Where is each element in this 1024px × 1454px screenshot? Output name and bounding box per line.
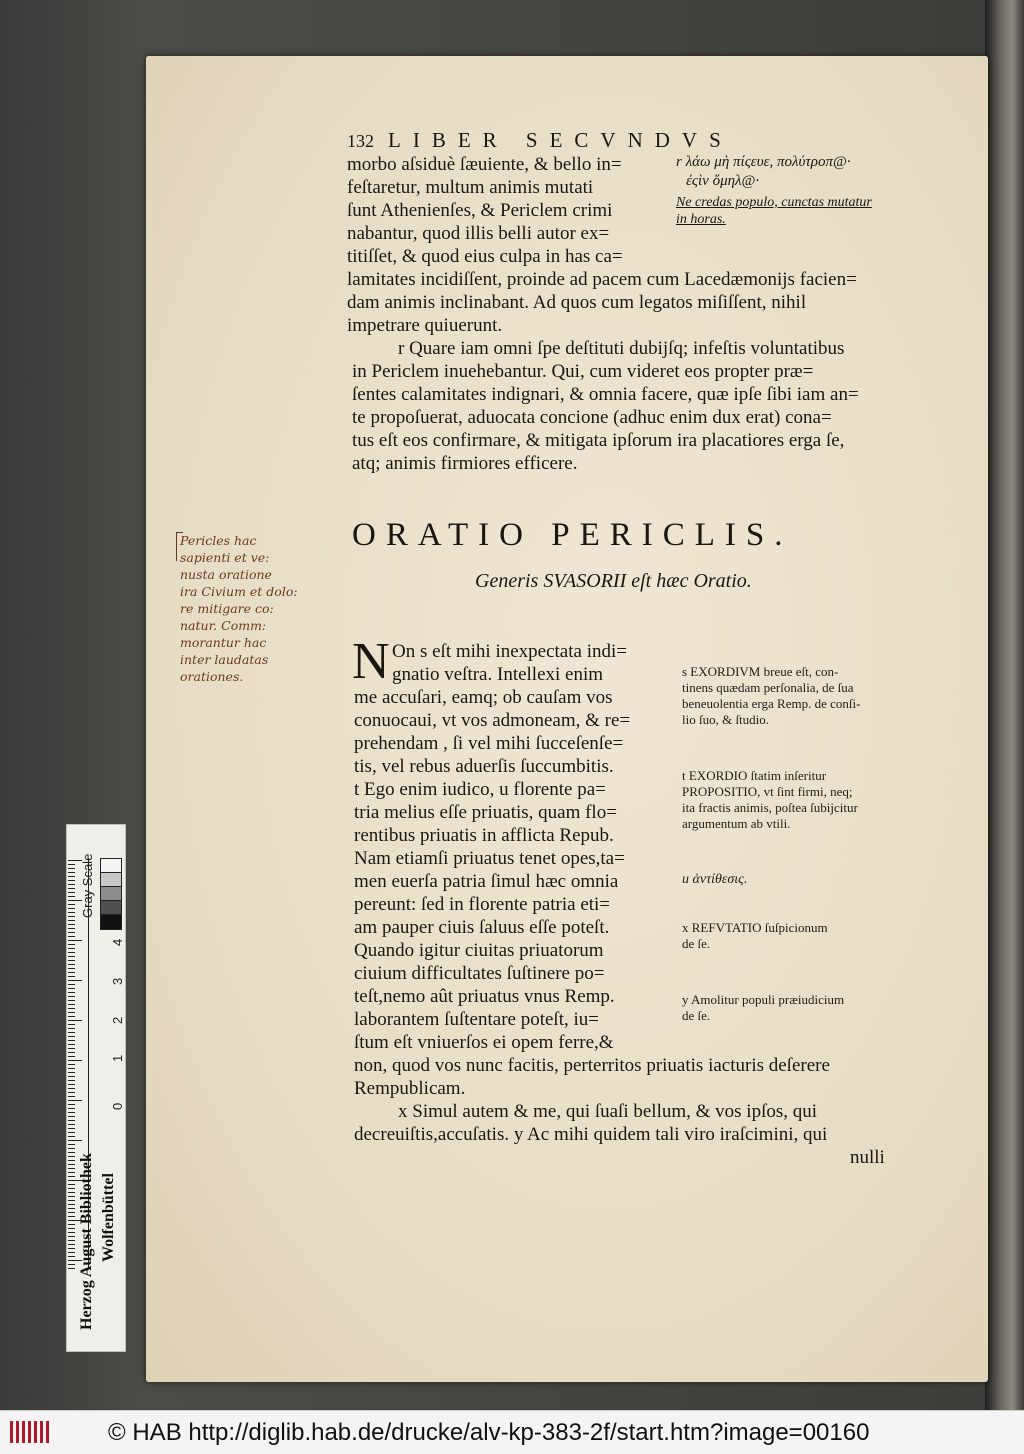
marginal-note-s	[682, 664, 860, 728]
ruler-tick	[68, 1064, 75, 1065]
handwritten-line: inter laudatas	[180, 652, 269, 667]
ruler-tick	[68, 1024, 75, 1025]
text-line: Nam etiamſi priuatus tenet opes,ta=	[354, 848, 625, 869]
latin-quotation	[676, 194, 872, 228]
greek-line: ἐςὶν ὅμηλ@·	[686, 173, 760, 189]
text-line: rentibus priuatis in afflicta Repub.	[354, 825, 614, 846]
text-line: teſt,nemo aût priuatus vnus Remp.	[354, 986, 615, 1007]
handwritten-line: orationes.	[180, 669, 244, 684]
text-line: t Ego enim iudico, u florente pa=	[354, 779, 606, 800]
running-title: LIBER SECVNDVS	[388, 128, 733, 152]
text-line: morbo aſsiduè ſæuiente, & bello in=	[347, 154, 622, 175]
ruler-tick	[68, 1240, 75, 1241]
text-line: titiſſet, & quod eius culpa in has ca=	[347, 246, 623, 267]
ruler-tick	[68, 1204, 75, 1205]
ruler-tick	[68, 1168, 75, 1169]
ruler-tick	[68, 1132, 75, 1133]
ruler-tick	[68, 1152, 75, 1153]
text-line: non, quod vos nunc facitis, perterritos priuatis iacturis deſerere	[354, 1055, 830, 1076]
ruler-tick	[68, 924, 75, 925]
ruler-tick	[68, 1116, 75, 1117]
ruler-tick	[68, 1184, 75, 1185]
ruler-tick	[68, 1188, 75, 1189]
marginal-note-y	[682, 992, 844, 1024]
ruler-tick	[68, 1224, 75, 1225]
ruler-tick	[68, 864, 75, 865]
ruler-tick	[68, 1112, 75, 1113]
text-line: conuocaui, vt vos admoneam, & re=	[354, 710, 631, 731]
oration-column	[354, 663, 630, 1054]
ruler-tick	[68, 1048, 75, 1049]
ruler-tick	[68, 1088, 75, 1089]
marginal-note-x	[682, 920, 828, 952]
text-line: prehendam , ſi vel mihi ſucceſenſe=	[354, 733, 624, 754]
text-line: atq; animis firmiores efficere.	[352, 453, 578, 474]
ruler-tick	[68, 916, 75, 917]
ruler-tick	[68, 1056, 75, 1057]
ruler-tick	[68, 1000, 75, 1001]
handwritten-annotation	[180, 532, 298, 685]
ruler-tick	[68, 992, 75, 993]
ruler-tick	[68, 1244, 75, 1245]
text-line: te propoſuerat, aduocata concione (adhuc enim dux erat) cona=	[352, 407, 832, 428]
ruler-tick	[68, 988, 75, 989]
drop-cap: N	[352, 633, 390, 690]
ruler-tick	[68, 996, 75, 997]
latin-line: in horas.	[676, 212, 726, 227]
text-line: nabantur, quod illis belli autor ex=	[347, 223, 610, 244]
text-line: nulli	[850, 1147, 885, 1168]
ruler-tick	[68, 1156, 75, 1157]
book-edge	[985, 0, 1024, 1410]
note-line: tinens quædam perſonalia, de ſua	[682, 680, 854, 695]
text-line: tis, vel rebus aduerſis ſuccumbitis.	[354, 756, 614, 777]
gray-swatch	[100, 914, 122, 930]
ruler-tick	[68, 1256, 75, 1257]
ruler-tick	[68, 1144, 75, 1145]
ruler-tick	[68, 1036, 75, 1037]
text-line: decreuiſtis,accuſatis. y Ac mihi quidem tali viro iraſcimini, qui	[354, 1124, 828, 1145]
ruler-number: 3	[110, 977, 125, 985]
note-line: de ſe.	[682, 936, 711, 951]
note-line: t EXORDIO ſtatim inſeritur	[682, 768, 827, 783]
ruler-tick	[68, 880, 75, 881]
second-paragraph	[352, 337, 859, 475]
ruler-tick	[68, 1252, 75, 1253]
ruler-tick	[68, 968, 75, 969]
text-line: ſentes calamitates indignari, & omnia facere, quæ ipſe ſibi iam an=	[352, 384, 859, 405]
text-line: laborantem ſuſtentare poteſt, iu=	[354, 1009, 599, 1030]
ruler-tick	[68, 960, 75, 961]
note-line: y Amolitur populi præiudicium	[682, 992, 845, 1007]
oration-wide-lines	[354, 1054, 885, 1169]
ruler-tick	[68, 1216, 75, 1217]
text-line: me accuſari, eamq; ob cauſam vos	[354, 687, 613, 708]
ruler-tick	[68, 1068, 75, 1069]
ruler-tick	[68, 1016, 75, 1017]
note-line: beneuolentia erga Remp. de conſi-	[682, 696, 861, 711]
ruler-tick	[68, 1096, 75, 1097]
page-number: 132	[347, 131, 374, 151]
ruler-tick	[68, 1136, 75, 1137]
text-line: ciuium difficultates ſuſtinere po=	[354, 963, 605, 984]
ruler-tick	[68, 1124, 75, 1125]
ruler-tick	[68, 952, 75, 953]
oration-subtitle: Generis SVASORII eſt hæc Oratio.	[475, 570, 752, 592]
ruler-tick	[68, 1192, 75, 1193]
ruler-tick	[68, 1148, 75, 1149]
ruler-tick	[68, 1268, 75, 1269]
text-line: r Quare iam omni ſpe deſtituti dubijſq; infeſtis voluntatibus	[398, 338, 845, 359]
note-line: argumentum ab vtili.	[682, 816, 791, 831]
text-line: dam animis inclinabant. Ad quos cum legatos miſiſſent, nihil	[347, 292, 807, 313]
ruler-number: 4	[110, 938, 125, 946]
ruler-tick	[68, 928, 75, 929]
ruler-tick	[68, 1084, 75, 1085]
text-line: in Periclem inuehebantur. Qui, cum videret eos propter præ=	[352, 361, 814, 382]
handwritten-line: sapienti et ve:	[180, 550, 270, 565]
ruler-tick	[68, 1128, 75, 1129]
ruler-tick	[68, 884, 75, 885]
ruler-tick	[68, 1040, 75, 1041]
text-line: am pauper ciuis ſaluus eſſe poteſt.	[354, 917, 610, 938]
ruler-tick	[68, 1228, 75, 1229]
greek-line: r λάω μὴ πίςευε, πολύτροπ@·	[676, 154, 851, 170]
hab-logo-icon	[10, 1421, 50, 1443]
note-line: de ſe.	[682, 1008, 711, 1023]
running-header	[347, 128, 733, 153]
text-line: tus eſt eos confirmare, & mitigata ipſorum ira placatiores erga ſe,	[352, 430, 845, 451]
ruler-number: 2	[110, 1016, 125, 1024]
note-line: PROPOSITIO, vt ſint firmi, neq;	[682, 784, 853, 799]
ruler-tick	[68, 1080, 75, 1081]
ruler-tick	[68, 904, 75, 905]
text-line: feſtaretur, multum animis mutati	[347, 177, 594, 198]
ruler-tick	[68, 972, 75, 973]
handwritten-line: re mitigare co:	[180, 601, 274, 616]
copyright-url: © HAB http://diglib.hab.de/drucke/alv-kp-383-2f/start.htm?image=00160	[108, 1419, 870, 1446]
note-line: lio ſuo, & ſtudio.	[682, 712, 770, 727]
ruler-tick	[68, 1004, 75, 1005]
copyright-footer	[0, 1410, 1024, 1454]
latin-line: Ne credas populo, cunctas mutatur	[676, 195, 872, 210]
ruler-number: 0	[110, 1102, 125, 1110]
ruler-tick	[68, 1236, 75, 1237]
ruler-tick	[68, 1100, 82, 1101]
oration-title: ORATIO PERICLIS.	[352, 517, 793, 553]
handwritten-line: Pericles hac	[180, 533, 257, 548]
ruler-tick	[68, 1164, 75, 1165]
oration-first-line: On s eſt mihi inexpectata indi=	[392, 641, 627, 662]
ruler-tick	[68, 868, 75, 869]
ruler-tick	[68, 936, 75, 937]
institution-city: Wolfenbüttel	[100, 1173, 117, 1262]
ruler-tick	[68, 1020, 82, 1021]
text-line: pereunt: ſed in florente patria eti=	[354, 894, 611, 915]
ruler-tick	[68, 1072, 75, 1073]
ruler-tick	[68, 888, 75, 889]
ruler-tick	[68, 1140, 82, 1141]
ruler-tick	[68, 1208, 75, 1209]
ruler-tick	[68, 912, 75, 913]
text-line: ſunt Athenienſes, & Periclem crimi	[347, 200, 613, 221]
ruler-tick	[68, 1108, 75, 1109]
text-line: ſtum eſt vniuerſos ei opem ferre,&	[354, 1032, 614, 1053]
ruler-tick	[68, 1032, 75, 1033]
ruler-tick	[68, 1212, 75, 1213]
ruler-tick	[68, 964, 75, 965]
text-line: tria melius eſſe priuatis, quam flo=	[354, 802, 617, 823]
text-line: Quando igitur ciuitas priuatorum	[354, 940, 604, 961]
ruler-tick	[68, 920, 75, 921]
ruler-tick	[68, 1008, 75, 1009]
ruler-tick	[68, 1200, 75, 1201]
ruler-tick	[68, 908, 75, 909]
ruler-tick	[68, 1104, 75, 1105]
ruler-tick	[68, 1012, 75, 1013]
ruler-tick	[68, 1176, 75, 1177]
ruler-tick	[68, 1092, 75, 1093]
ruler-tick	[68, 1120, 75, 1121]
text-line: impetrare quiuerunt.	[347, 315, 503, 336]
text-line: men euerſa patria ſimul hæc omnia	[354, 871, 619, 892]
ruler-tick	[68, 1248, 75, 1249]
ruler-tick	[68, 1264, 75, 1265]
ruler-tick	[68, 1044, 75, 1045]
ruler-tick	[68, 1028, 75, 1029]
ruler-tick	[68, 892, 75, 893]
institution-name: Herzog August Bibliothek	[78, 1153, 95, 1330]
ruler-tick	[68, 980, 82, 981]
note-line: s EXORDIVM breue eſt, con-	[682, 664, 839, 679]
ruler-tick	[68, 1232, 75, 1233]
handwritten-line: natur. Comm:	[180, 618, 267, 633]
ruler-tick	[68, 896, 75, 897]
ruler-tick	[68, 944, 75, 945]
marginal-note-u: u ἀντίθεσις.	[682, 872, 748, 887]
handwritten-line: ira Civium et dolo:	[180, 584, 298, 599]
marginal-note-t	[682, 768, 858, 832]
ruler-tick	[68, 940, 82, 941]
text-line: Rempublicam.	[354, 1078, 466, 1099]
ruler-tick	[68, 1052, 75, 1053]
ruler-tick	[68, 1076, 75, 1077]
handwritten-line: morantur hac	[180, 635, 267, 650]
ruler-tick	[68, 1060, 82, 1061]
ruler-tick	[68, 1196, 75, 1197]
handwritten-line: nusta oratione	[180, 567, 272, 582]
ruler-tick	[68, 948, 75, 949]
ruler-tick	[68, 1160, 75, 1161]
note-line: x REFVTATIO ſuſpicionum	[682, 920, 828, 935]
text-line: x Simul autem & me, qui ſuaſi bellum, & vos ipſos, qui	[398, 1101, 818, 1122]
ruler-tick	[68, 872, 75, 873]
ruler-tick	[68, 984, 75, 985]
greek-quotation	[676, 153, 851, 191]
ruler-tick	[68, 976, 75, 977]
note-line: ita fractis animis, poſtea ſubijcitur	[682, 800, 858, 815]
text-line: lamitates incidiſſent, proinde ad pacem cum Lacedæmonijs facien=	[347, 269, 857, 290]
ruler-tick	[68, 932, 75, 933]
text-line: gnatio veſtra. Intellexi enim	[392, 664, 604, 685]
ruler-tick	[68, 876, 75, 877]
ruler-number: 1	[110, 1054, 125, 1062]
ruler-tick	[68, 1172, 75, 1173]
ruler-tick	[68, 956, 75, 957]
gray-scale-label: Gray Scale	[80, 853, 95, 918]
